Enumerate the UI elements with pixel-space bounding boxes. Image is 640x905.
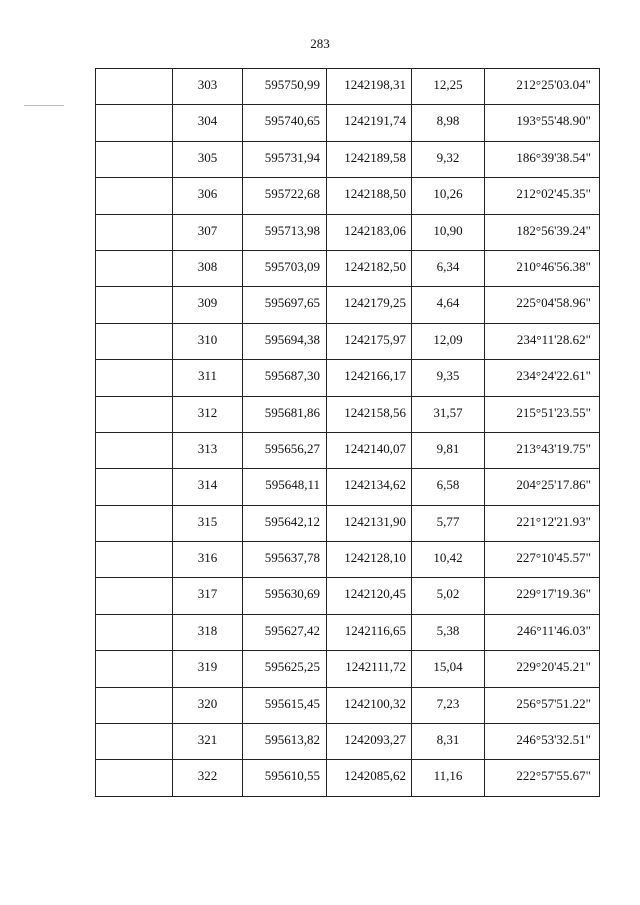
point-number-cell: 320	[173, 687, 243, 723]
length-cell: 12,25	[412, 69, 485, 105]
direction-angle-cell: 246°53'32.51"	[485, 724, 600, 760]
point-number-cell: 304	[173, 105, 243, 141]
direction-angle-cell: 229°17'19.36"	[485, 578, 600, 614]
table-row	[96, 760, 600, 796]
y-coordinate-cell: 1242093,27	[327, 724, 412, 760]
length-cell: 5,38	[412, 614, 485, 650]
length-cell: 4,64	[412, 287, 485, 323]
x-coordinate-cell: 595642,12	[243, 505, 327, 541]
x-coordinate-cell: 595731,94	[243, 141, 327, 177]
y-coordinate-cell: 1242116,65	[327, 614, 412, 650]
point-number-cell: 307	[173, 214, 243, 250]
point-number-cell: 306	[173, 178, 243, 214]
x-coordinate-cell: 595656,27	[243, 432, 327, 468]
blank-cell	[96, 396, 173, 432]
point-number-cell: 321	[173, 724, 243, 760]
table-row	[96, 360, 600, 396]
length-cell: 6,58	[412, 469, 485, 505]
blank-cell	[96, 214, 173, 250]
blank-cell	[96, 614, 173, 650]
point-number-cell: 309	[173, 287, 243, 323]
direction-angle-cell: 256°57'51.22"	[485, 687, 600, 723]
blank-cell	[96, 360, 173, 396]
length-cell: 10,42	[412, 542, 485, 578]
y-coordinate-cell: 1242166,17	[327, 360, 412, 396]
y-coordinate-cell: 1242158,56	[327, 396, 412, 432]
blank-cell	[96, 651, 173, 687]
point-number-cell: 322	[173, 760, 243, 796]
table-row	[96, 651, 600, 687]
y-coordinate-cell: 1242100,32	[327, 687, 412, 723]
length-cell: 9,35	[412, 360, 485, 396]
x-coordinate-cell: 595681,86	[243, 396, 327, 432]
direction-angle-cell: 212°25'03.04"	[485, 69, 600, 105]
blank-cell	[96, 505, 173, 541]
point-number-cell: 317	[173, 578, 243, 614]
blank-cell	[96, 69, 173, 105]
direction-angle-cell: 186°39'38.54"	[485, 141, 600, 177]
x-coordinate-cell: 595697,65	[243, 287, 327, 323]
x-coordinate-cell: 595687,30	[243, 360, 327, 396]
y-coordinate-cell: 1242188,50	[327, 178, 412, 214]
blank-cell	[96, 323, 173, 359]
point-number-cell: 315	[173, 505, 243, 541]
margin-mark	[24, 105, 64, 106]
y-coordinate-cell: 1242140,07	[327, 432, 412, 468]
y-coordinate-cell: 1242111,72	[327, 651, 412, 687]
blank-cell	[96, 105, 173, 141]
page-number: 283	[310, 36, 330, 51]
point-number-cell: 313	[173, 432, 243, 468]
table-row	[96, 105, 600, 141]
direction-angle-cell: 227°10'45.57"	[485, 542, 600, 578]
x-coordinate-cell: 595627,42	[243, 614, 327, 650]
length-cell: 11,16	[412, 760, 485, 796]
y-coordinate-cell: 1242128,10	[327, 542, 412, 578]
x-coordinate-cell: 595703,09	[243, 250, 327, 286]
blank-cell	[96, 178, 173, 214]
x-coordinate-cell: 595713,98	[243, 214, 327, 250]
table-row	[96, 287, 600, 323]
y-coordinate-cell: 1242179,25	[327, 287, 412, 323]
direction-angle-cell: 222°57'55.67"	[485, 760, 600, 796]
y-coordinate-cell: 1242189,58	[327, 141, 412, 177]
table-row	[96, 614, 600, 650]
blank-cell	[96, 687, 173, 723]
length-cell: 8,98	[412, 105, 485, 141]
y-coordinate-cell: 1242134,62	[327, 469, 412, 505]
direction-angle-cell: 215°51'23.55"	[485, 396, 600, 432]
direction-angle-cell: 204°25'17.86"	[485, 469, 600, 505]
x-coordinate-cell: 595637,78	[243, 542, 327, 578]
x-coordinate-cell: 595613,82	[243, 724, 327, 760]
point-number-cell: 310	[173, 323, 243, 359]
direction-angle-cell: 213°43'19.75"	[485, 432, 600, 468]
direction-angle-cell: 212°02'45.35"	[485, 178, 600, 214]
table-row	[96, 687, 600, 723]
x-coordinate-cell: 595615,45	[243, 687, 327, 723]
x-coordinate-cell: 595630,69	[243, 578, 327, 614]
point-number-cell: 318	[173, 614, 243, 650]
table-row	[96, 432, 600, 468]
direction-angle-cell: 229°20'45.21"	[485, 651, 600, 687]
table-row	[96, 396, 600, 432]
length-cell: 9,81	[412, 432, 485, 468]
coordinates-table	[95, 68, 600, 797]
y-coordinate-cell: 1242120,45	[327, 578, 412, 614]
blank-cell	[96, 724, 173, 760]
point-number-cell: 312	[173, 396, 243, 432]
x-coordinate-cell: 595740,65	[243, 105, 327, 141]
table-row	[96, 542, 600, 578]
blank-cell	[96, 469, 173, 505]
length-cell: 10,26	[412, 178, 485, 214]
direction-angle-cell: 225°04'58.96"	[485, 287, 600, 323]
table-row	[96, 69, 600, 105]
direction-angle-cell: 234°11'28.62"	[485, 323, 600, 359]
x-coordinate-cell: 595648,11	[243, 469, 327, 505]
blank-cell	[96, 250, 173, 286]
x-coordinate-cell: 595625,25	[243, 651, 327, 687]
table-row	[96, 469, 600, 505]
table-row	[96, 578, 600, 614]
point-number-cell: 311	[173, 360, 243, 396]
point-number-cell: 303	[173, 69, 243, 105]
table-row	[96, 250, 600, 286]
point-number-cell: 308	[173, 250, 243, 286]
point-number-cell: 305	[173, 141, 243, 177]
direction-angle-cell: 193°55'48.90"	[485, 105, 600, 141]
table-row	[96, 214, 600, 250]
length-cell: 12,09	[412, 323, 485, 359]
y-coordinate-cell: 1242175,97	[327, 323, 412, 359]
point-number-cell: 314	[173, 469, 243, 505]
x-coordinate-cell: 595694,38	[243, 323, 327, 359]
table-row	[96, 505, 600, 541]
length-cell: 31,57	[412, 396, 485, 432]
length-cell: 6,34	[412, 250, 485, 286]
length-cell: 9,32	[412, 141, 485, 177]
y-coordinate-cell: 1242085,62	[327, 760, 412, 796]
x-coordinate-cell: 595750,99	[243, 69, 327, 105]
direction-angle-cell: 210°46'56.38"	[485, 250, 600, 286]
y-coordinate-cell: 1242183,06	[327, 214, 412, 250]
x-coordinate-cell: 595722,68	[243, 178, 327, 214]
length-cell: 7,23	[412, 687, 485, 723]
direction-angle-cell: 182°56'39.24"	[485, 214, 600, 250]
y-coordinate-cell: 1242198,31	[327, 69, 412, 105]
table-row	[96, 141, 600, 177]
blank-cell	[96, 287, 173, 323]
direction-angle-cell: 246°11'46.03"	[485, 614, 600, 650]
blank-cell	[96, 760, 173, 796]
length-cell: 5,02	[412, 578, 485, 614]
y-coordinate-cell: 1242191,74	[327, 105, 412, 141]
blank-cell	[96, 432, 173, 468]
length-cell: 5,77	[412, 505, 485, 541]
length-cell: 10,90	[412, 214, 485, 250]
coordinates-table-body	[96, 69, 600, 797]
blank-cell	[96, 578, 173, 614]
length-cell: 15,04	[412, 651, 485, 687]
y-coordinate-cell: 1242131,90	[327, 505, 412, 541]
direction-angle-cell: 221°12'21.93"	[485, 505, 600, 541]
blank-cell	[96, 141, 173, 177]
y-coordinate-cell: 1242182,50	[327, 250, 412, 286]
point-number-cell: 319	[173, 651, 243, 687]
table-row	[96, 178, 600, 214]
table-row	[96, 323, 600, 359]
blank-cell	[96, 542, 173, 578]
length-cell: 8,31	[412, 724, 485, 760]
x-coordinate-cell: 595610,55	[243, 760, 327, 796]
direction-angle-cell: 234°24'22.61"	[485, 360, 600, 396]
point-number-cell: 316	[173, 542, 243, 578]
table-row	[96, 724, 600, 760]
